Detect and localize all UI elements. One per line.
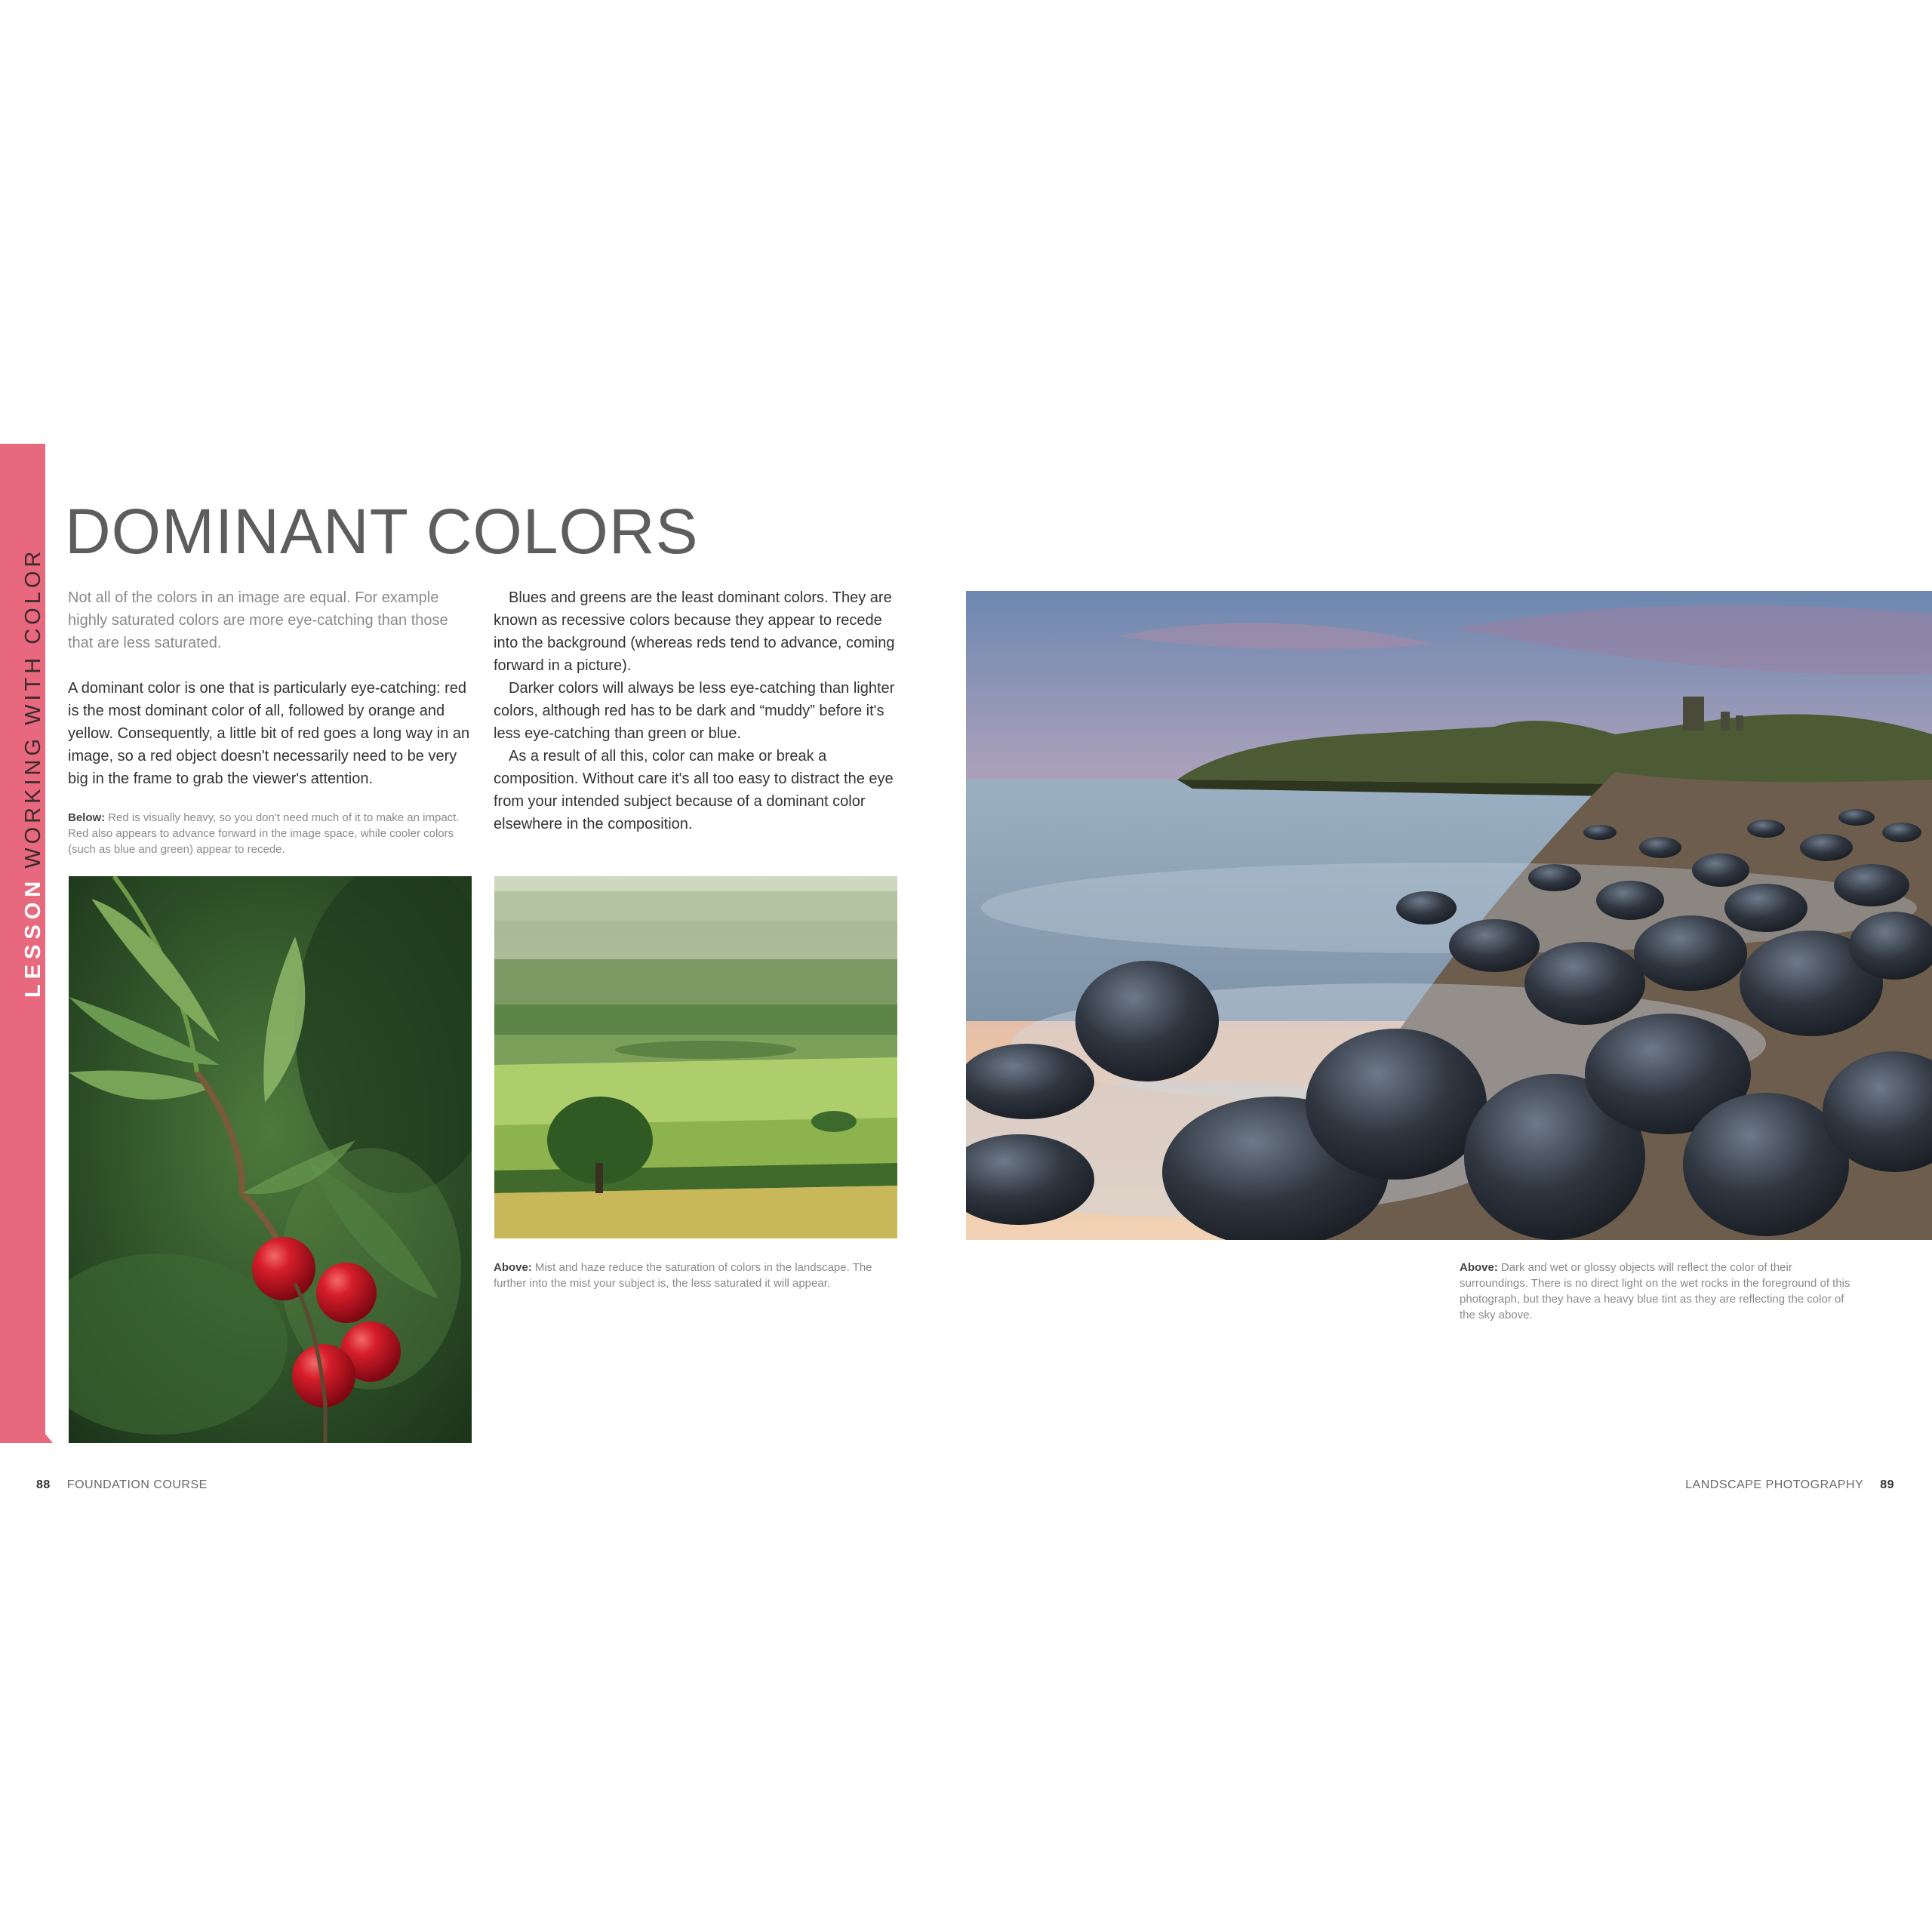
berries-illustration xyxy=(69,876,472,1443)
caption-label: Above: xyxy=(1460,1261,1498,1274)
footer-right xyxy=(1685,1478,1894,1492)
running-head-left: FOUNDATION COURSE xyxy=(66,1478,208,1491)
page-number-left: 88 xyxy=(36,1478,51,1491)
lesson-word: LESSON xyxy=(21,875,45,998)
page-title: DOMINANT COLORS xyxy=(65,496,699,567)
caption-misty-fields xyxy=(494,1260,901,1291)
page-number-right: 89 xyxy=(1880,1478,1894,1491)
caption-coastal-boulders xyxy=(1460,1260,1852,1323)
body-paragraph: A dominant color is one that is particularly eye-catching: red is the most dominant color of all, followed by orange and yellow. Consequently, a little bit of red goes a long way in an image, so a red object doesn't necessarily need to be very big in the frame to grab the viewer's attention. xyxy=(68,680,470,787)
coast-illustration xyxy=(966,591,1932,1240)
text-column-right xyxy=(494,586,903,835)
caption-text: Mist and haze reduce the saturation of colors in the landscape. The further into the mist your subject is, the less saturated it will appear. xyxy=(494,1261,872,1290)
lesson-tab-label xyxy=(23,548,45,998)
fields-illustration xyxy=(494,876,897,1238)
caption-label: Above: xyxy=(494,1261,532,1274)
photo-coastal-boulders xyxy=(966,591,1932,1240)
caption-text: Dark and wet or glossy objects will reflect the color of their surroundings. There is no direct light on the wet rocks in the foreground of this photograph, but they have a heavy blue tint as they are reflecting the color of the sky above. xyxy=(1460,1261,1850,1321)
caption-text: Red is visually heavy, so you don't need much of it to make an impact. Red also appears to advance forward in the image space, while cooler colors (such as blue and green) appear to recede. xyxy=(68,811,460,856)
photo-misty-fields xyxy=(494,876,897,1238)
footer-left xyxy=(36,1478,208,1492)
caption-berries xyxy=(68,810,460,857)
running-head-right: LANDSCAPE PHOTOGRAPHY xyxy=(1685,1478,1864,1491)
intro-paragraph: Not all of the colors in an image are equal. For example highly saturated colors are more eye-catching than those that are less saturated. xyxy=(68,589,448,651)
body-paragraph-composition: As a result of all this, color can make or break a composition. Without care it's all too easy to distract the eye from your intended subject because of a dominant color elsewhere in the composition. xyxy=(494,748,894,832)
body-paragraph-recessive: Blues and greens are the least dominant colors. They are known as recessive colors because they appear to recede into the background (whereas reds tend to advance, coming forward in a picture). xyxy=(494,589,895,674)
body-paragraph-darker: Darker colors will always be less eye-catching than lighter colors, although red has to be dark and “muddy” before it's less eye-catching than green or blue. xyxy=(494,680,895,742)
caption-label: Below: xyxy=(68,811,106,824)
lesson-topic: WORKING WITH COLOR xyxy=(21,547,45,869)
photo-red-berries xyxy=(69,876,472,1443)
text-column-left xyxy=(68,586,475,790)
